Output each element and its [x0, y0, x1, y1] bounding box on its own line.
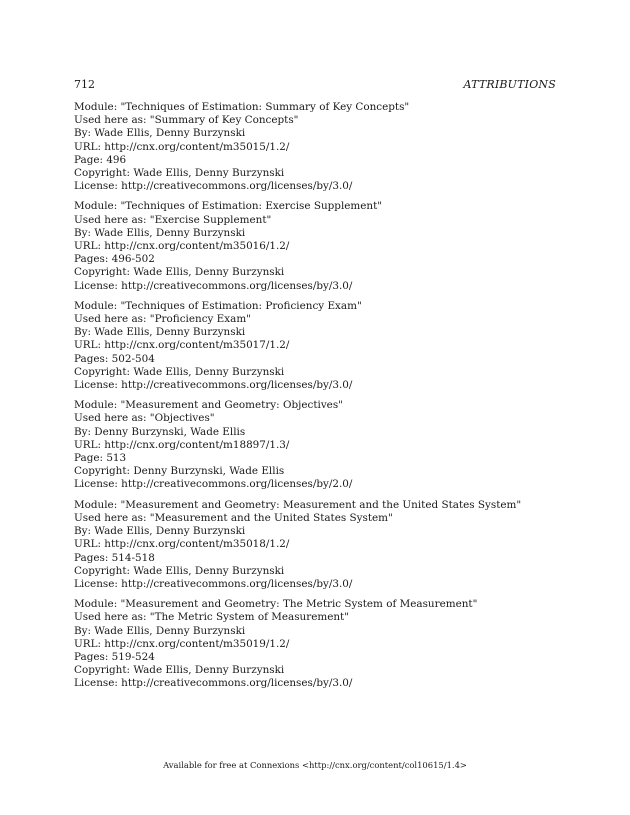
license-line: License: http://creativecommons.org/licenses/by/2.0/: [74, 478, 353, 491]
url-line: URL: http://cnx.org/content/m35016/1.2/: [74, 240, 290, 253]
attribution-entry: [74, 399, 554, 491]
module-line: Module: "Techniques of Estimation: Exercise Supplement": [74, 200, 383, 213]
pages-line: Pages: 496-502: [74, 253, 155, 266]
used-as-line: Used here as: "Measurement and the United States System": [74, 511, 393, 524]
attribution-entry: [74, 598, 554, 690]
url-line: URL: http://cnx.org/content/m35015/1.2/: [74, 140, 290, 153]
authors-line: By: Wade Ellis, Denny Burzynski: [74, 226, 246, 239]
authors-line: By: Wade Ellis, Denny Burzynski: [74, 326, 246, 339]
attribution-entry: [74, 200, 554, 292]
used-as-line: Used here as: "The Metric System of Measurement": [74, 611, 349, 624]
attribution-entry: [74, 101, 554, 193]
pages-line: Pages: 519-524: [74, 650, 155, 663]
authors-line: By: Wade Ellis, Denny Burzynski: [74, 525, 246, 538]
authors-line: By: Wade Ellis, Denny Burzynski: [74, 127, 246, 140]
module-line: Module: "Techniques of Estimation: Summary of Key Concepts": [74, 101, 410, 113]
used-as-line: Used here as: "Exercise Supplement": [74, 213, 272, 226]
copyright-line: Copyright: Denny Burzynski, Wade Ellis: [74, 465, 285, 478]
license-line: License: http://creativecommons.org/licenses/by/3.0/: [74, 180, 353, 193]
license-line: License: http://creativecommons.org/licenses/by/3.0/: [74, 577, 353, 590]
url-line: URL: http://cnx.org/content/m18897/1.3/: [74, 438, 290, 451]
page-number: 712: [74, 78, 95, 91]
url-line: URL: http://cnx.org/content/m35018/1.2/: [74, 538, 290, 551]
authors-line: By: Denny Burzynski, Wade Ellis: [74, 425, 246, 438]
pages-line: Pages: 502-504: [74, 352, 155, 365]
copyright-line: Copyright: Wade Ellis, Denny Burzynski: [74, 365, 285, 378]
license-line: License: http://creativecommons.org/licenses/by/3.0/: [74, 379, 353, 392]
copyright-line: Copyright: Wade Ellis, Denny Burzynski: [74, 266, 285, 279]
license-line: License: http://creativecommons.org/licenses/by/3.0/: [74, 677, 353, 690]
url-line: URL: http://cnx.org/content/m35017/1.2/: [74, 339, 290, 352]
pages-line: Page: 496: [74, 153, 127, 166]
url-line: URL: http://cnx.org/content/m35019/1.2/: [74, 637, 290, 650]
module-line: Module: "Measurement and Geometry: Measurement and the United States System": [74, 498, 522, 511]
authors-line: By: Wade Ellis, Denny Burzynski: [74, 624, 246, 637]
used-as-line: Used here as: "Proficiency Exam": [74, 313, 251, 326]
attribution-entry: [74, 300, 554, 392]
page-footer: Available for free at Connexions <http://cnx.org/content/col10615/1.4>: [163, 760, 467, 770]
pages-line: Page: 513: [74, 452, 127, 465]
running-head: ATTRIBUTIONS: [463, 78, 556, 91]
page-header: [74, 77, 556, 93]
used-as-line: Used here as: "Objectives": [74, 412, 215, 425]
used-as-line: Used here as: "Summary of Key Concepts": [74, 114, 299, 127]
license-line: License: http://creativecommons.org/licenses/by/3.0/: [74, 279, 353, 292]
attribution-entry: [74, 499, 554, 591]
copyright-line: Copyright: Wade Ellis, Denny Burzynski: [74, 664, 285, 677]
copyright-line: Copyright: Wade Ellis, Denny Burzynski: [74, 167, 285, 180]
attributions-list: [74, 101, 554, 698]
module-line: Module: "Measurement and Geometry: The Metric System of Measurement": [74, 598, 478, 611]
copyright-line: Copyright: Wade Ellis, Denny Burzynski: [74, 564, 285, 577]
pages-line: Pages: 514-518: [74, 551, 155, 564]
module-line: Module: "Measurement and Geometry: Objectives": [74, 399, 343, 412]
module-line: Module: "Techniques of Estimation: Proficiency Exam": [74, 299, 362, 312]
